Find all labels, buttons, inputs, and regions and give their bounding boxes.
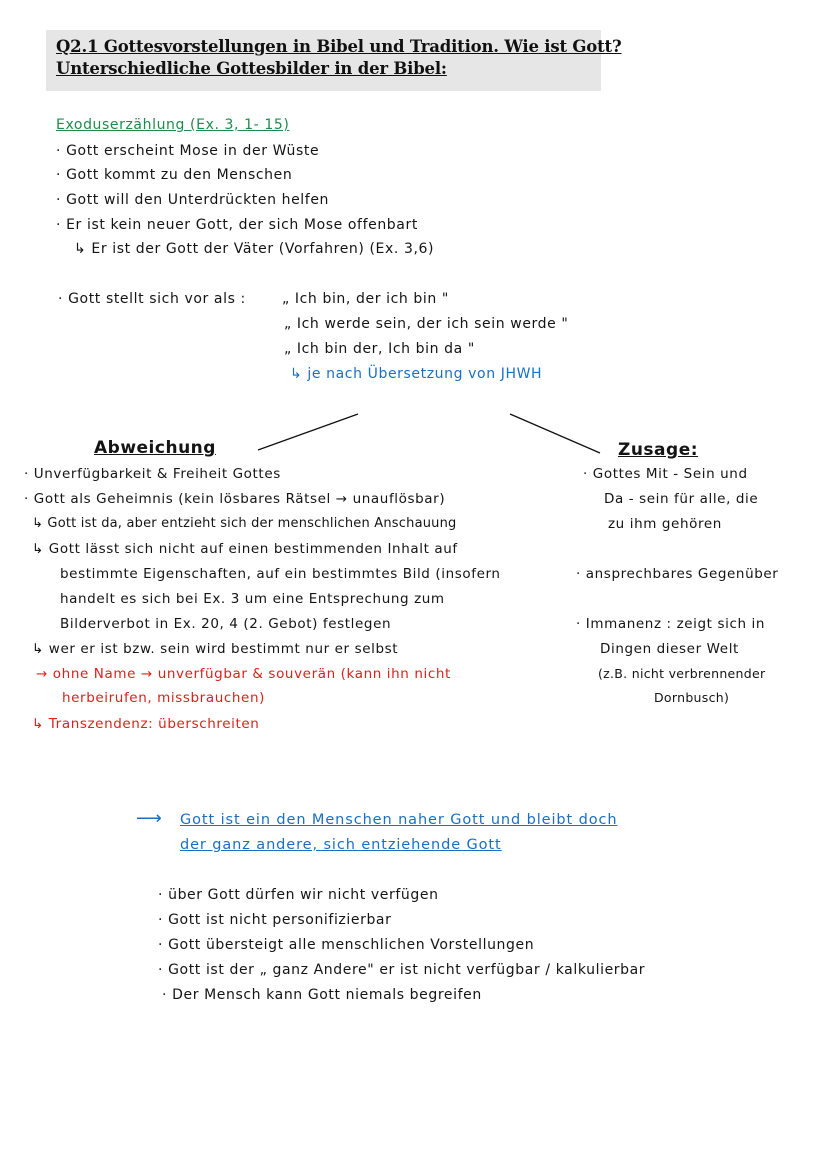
divine-name-line: „ Ich bin der, Ich bin da " <box>284 341 475 357</box>
exodus-bullet: · Gott erscheint Mose in der Wüste <box>56 143 320 159</box>
conclusion-line: der ganz andere, sich entziehende Gott <box>180 837 502 853</box>
abweichung-red-line: ↳ Transzendenz: überschreiten <box>32 716 260 732</box>
abweichung-line: · Gott als Geheimnis (kein lösbares Rätsel → unauflösbar) <box>24 491 446 507</box>
zusage-line: Da - sein für alle, die <box>604 491 759 507</box>
divine-name-line: „ Ich werde sein, der ich sein werde " <box>284 316 569 332</box>
zusage-line: · Immanenz : zeigt sich in <box>576 616 766 632</box>
conclusion-arrow: ⟶ <box>136 808 163 829</box>
connector-right <box>510 414 600 453</box>
abweichung-line: bestimmte Eigenschaften, auf ein bestimmtes Bild (insofern <box>60 566 501 582</box>
exodus-bullet: · Gott will den Unterdrückten helfen <box>56 192 330 208</box>
exodus-bullet: · Er ist kein neuer Gott, der sich Mose offenbart <box>56 217 418 233</box>
zusage-heading: Zusage: <box>618 440 699 460</box>
final-bullet: · über Gott dürfen wir nicht verfügen <box>158 887 439 903</box>
translation-note: ↳ je nach Übersetzung von JHWH <box>290 366 543 382</box>
zusage-line: Dornbusch) <box>654 690 730 705</box>
exodus-heading: Exoduserzählung (Ex. 3, 1- 15) <box>56 117 290 133</box>
self-intro-label: · Gott stellt sich vor als : <box>58 291 246 307</box>
conclusion-line: Gott ist ein den Menschen naher Gott und bleibt doch <box>180 812 618 828</box>
abweichung-red-line: herbeirufen, missbrauchen) <box>62 690 265 706</box>
abweichung-line: ↳ wer er ist bzw. sein wird bestimmt nur er selbst <box>32 641 399 657</box>
final-bullet: · Gott ist der „ ganz Andere" er ist nicht verfügbar / kalkulierbar <box>158 962 646 978</box>
abweichung-line: Bilderverbot in Ex. 20, 4 (2. Gebot) festlegen <box>60 616 392 632</box>
zusage-line: · ansprechbares Gegenüber <box>576 566 779 582</box>
final-bullet: · Gott ist nicht personifizierbar <box>158 912 392 928</box>
zusage-line: · Gottes Mit - Sein und <box>583 466 748 482</box>
exodus-bullet: · Gott kommt zu den Menschen <box>56 167 293 183</box>
abweichung-line: ↳ Gott ist da, aber entzieht sich der menschlichen Anschauung <box>32 516 457 531</box>
zusage-line: Dingen dieser Welt <box>600 641 739 657</box>
page-subtitle: Unterschiedliche Gottesbilder in der Bibel: <box>56 59 447 78</box>
zusage-line: (z.B. nicht verbrennender <box>598 666 766 681</box>
final-bullet: · Gott übersteigt alle menschlichen Vorstellungen <box>158 937 535 953</box>
final-bullet: · Der Mensch kann Gott niemals begreifen <box>162 987 482 1003</box>
abweichung-red-line: → ohne Name → unverfügbar & souverän (kann ihn nicht <box>36 666 451 682</box>
exodus-bullet: ↳ Er ist der Gott der Väter (Vorfahren) (Ex. 3,6) <box>74 241 435 257</box>
abweichung-heading: Abweichung <box>94 438 216 458</box>
divine-name-line: „ Ich bin, der ich bin " <box>282 291 449 307</box>
abweichung-line: ↳ Gott lässt sich nicht auf einen bestimmenden Inhalt auf <box>32 541 458 557</box>
connector-left <box>258 414 358 450</box>
zusage-line: zu ihm gehören <box>608 516 722 532</box>
abweichung-line: handelt es sich bei Ex. 3 um eine Entsprechung zum <box>60 591 445 607</box>
abweichung-line: · Unverfügbarkeit & Freiheit Gottes <box>24 466 281 482</box>
page-title: Q2.1 Gottesvorstellungen in Bibel und Tradition. Wie ist Gott? <box>56 37 622 56</box>
